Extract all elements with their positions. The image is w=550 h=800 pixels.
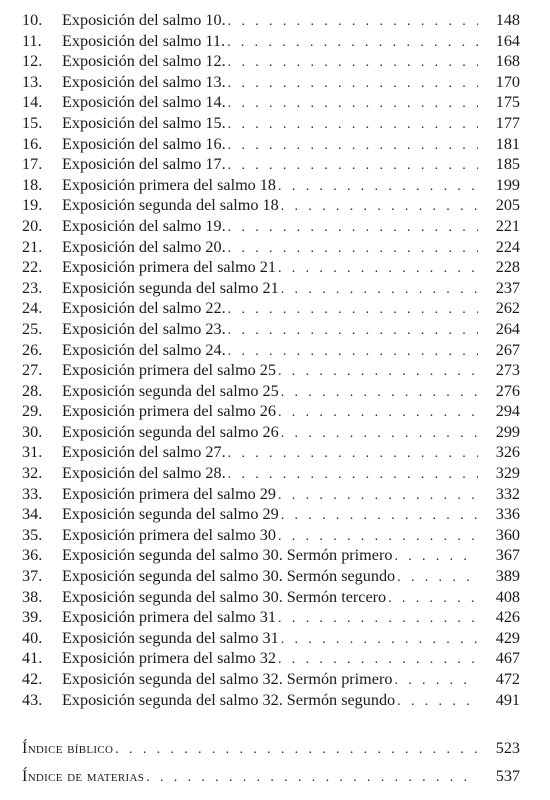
dot-leader xyxy=(281,506,478,527)
entry-page-number: 329 xyxy=(495,464,520,483)
entry-page-number: 170 xyxy=(495,72,520,91)
entry-title: Exposición primera del salmo 25 xyxy=(62,361,276,380)
entry-page-number: 237 xyxy=(495,278,520,297)
entry-number: 37. xyxy=(22,567,43,586)
entry-page-number: 267 xyxy=(495,340,520,359)
dot-leader xyxy=(228,115,478,136)
entry-page-number: 264 xyxy=(495,319,520,338)
dot-leader xyxy=(281,197,478,218)
entry-number: 16. xyxy=(22,134,43,153)
toc-entry xyxy=(22,422,520,443)
entry-page-number: 221 xyxy=(495,216,520,235)
entry-number: 19. xyxy=(22,196,43,215)
entry-title: Exposición segunda del salmo 30. Sermón segundo xyxy=(62,567,396,586)
entry-title: Exposición segunda del salmo 26 xyxy=(62,422,279,441)
entry-title: Exposición segunda del salmo 30. Sermón tercero xyxy=(62,587,387,606)
toc-entry xyxy=(22,381,520,402)
dot-leader xyxy=(278,650,478,671)
toc-entry xyxy=(22,587,520,608)
entry-title: Exposición del salmo 10. xyxy=(62,11,226,29)
entry-page-number: 228 xyxy=(495,258,520,277)
toc-entry xyxy=(22,463,520,484)
entry-page-number: 294 xyxy=(495,402,520,421)
entry-number: 26. xyxy=(22,340,43,359)
entry-page-number: 326 xyxy=(495,443,520,462)
dot-leader xyxy=(228,136,478,157)
entry-title: Exposición del salmo 17. xyxy=(62,155,226,174)
entry-number: 34. xyxy=(22,505,43,524)
entry-page-number: 389 xyxy=(495,567,520,586)
entry-number: 42. xyxy=(22,670,43,688)
dot-leader xyxy=(394,671,478,692)
entry-number: 14. xyxy=(22,93,43,112)
entry-number: 38. xyxy=(22,587,43,606)
entry-number: 22. xyxy=(22,258,43,277)
entry-title: Exposición del salmo 27. xyxy=(62,443,226,462)
toc-entry xyxy=(22,278,520,299)
entry-title: Exposición del salmo 20. xyxy=(62,237,226,256)
entry-page-number: 168 xyxy=(495,52,520,71)
entry-page-number: 175 xyxy=(495,93,520,112)
entry-number: 18. xyxy=(22,175,43,194)
entry-title: Exposición primera del salmo 31 xyxy=(62,608,276,627)
toc-entry xyxy=(22,484,520,505)
entry-title: Exposición segunda del salmo 31 xyxy=(62,628,279,647)
toc-entry xyxy=(22,648,520,669)
entry-number: 11. xyxy=(22,31,42,50)
entry-number: 25. xyxy=(22,319,43,338)
toc-entry xyxy=(22,669,520,690)
toc-entry xyxy=(22,72,520,93)
entry-number: 41. xyxy=(22,649,43,668)
entry-title: Exposición del salmo 24. xyxy=(62,340,226,359)
toc-entry xyxy=(22,504,520,525)
entry-title: Exposición primera del salmo 30 xyxy=(62,525,276,544)
entry-number: 15. xyxy=(22,113,43,132)
toc-indices xyxy=(22,736,520,788)
entry-title: Exposición primera del salmo 21 xyxy=(62,258,276,277)
index-entry xyxy=(22,736,520,760)
entry-page-number: 224 xyxy=(495,237,520,256)
toc-entry xyxy=(22,237,520,258)
table-of-contents xyxy=(22,10,520,788)
entry-page-number: 332 xyxy=(495,484,520,503)
entry-page-number: 491 xyxy=(495,690,520,709)
toc-entry xyxy=(22,92,520,113)
dot-leader xyxy=(397,568,478,589)
entry-number: 13. xyxy=(22,72,43,91)
index-page-number: 537 xyxy=(495,767,520,786)
toc-entry xyxy=(22,690,520,711)
entry-title: Exposición del salmo 11. xyxy=(62,31,226,50)
entry-title: Exposición del salmo 23. xyxy=(62,319,226,338)
toc-entry xyxy=(22,607,520,628)
entry-page-number: 360 xyxy=(495,525,520,544)
dot-leader xyxy=(394,547,478,568)
toc-entry xyxy=(22,257,520,278)
entry-title: Exposición segunda del salmo 18 xyxy=(62,196,279,215)
entry-title: Exposición segunda del salmo 32. Sermón primero xyxy=(62,670,393,688)
toc-entry xyxy=(22,113,520,134)
index-page-number: 523 xyxy=(495,739,520,758)
entry-title: Exposición del salmo 12. xyxy=(62,52,226,71)
entry-number: 32. xyxy=(22,464,43,483)
dot-leader xyxy=(281,424,478,445)
entry-number: 17. xyxy=(22,155,43,174)
entry-title: Exposición segunda del salmo 25 xyxy=(62,381,279,400)
entry-title: Exposición del salmo 28. xyxy=(62,464,226,483)
dot-leader xyxy=(278,177,478,198)
entry-number: 10. xyxy=(22,11,43,29)
entry-number: 12. xyxy=(22,52,43,71)
dot-leader xyxy=(228,74,478,95)
dot-leader xyxy=(281,383,478,404)
entry-number: 39. xyxy=(22,608,43,627)
entry-page-number: 299 xyxy=(495,422,520,441)
dot-leader xyxy=(281,630,478,651)
toc-entry xyxy=(22,319,520,340)
dot-leader xyxy=(146,766,478,790)
entry-number: 33. xyxy=(22,484,43,503)
index-title: Índice bíblico xyxy=(22,739,114,758)
toc-entry xyxy=(22,10,520,31)
entry-number: 23. xyxy=(22,278,43,297)
entry-title: Exposición segunda del salmo 21 xyxy=(62,278,279,297)
toc-entry xyxy=(22,175,520,196)
dot-leader xyxy=(228,218,478,239)
dot-leader xyxy=(388,589,478,610)
toc-entry xyxy=(22,628,520,649)
entry-title: Exposición del salmo 13. xyxy=(62,72,226,91)
entry-number: 20. xyxy=(22,216,43,235)
entry-number: 21. xyxy=(22,237,43,256)
entry-title: Exposición primera del salmo 32 xyxy=(62,649,276,668)
entry-page-number: 205 xyxy=(495,196,520,215)
dot-leader xyxy=(278,403,478,424)
dot-leader xyxy=(278,609,478,630)
entry-title: Exposición segunda del salmo 32. Sermón segundo xyxy=(62,690,396,709)
dot-leader xyxy=(228,53,478,74)
toc-entry xyxy=(22,31,520,52)
entry-title: Exposición primera del salmo 29 xyxy=(62,484,276,503)
entry-page-number: 262 xyxy=(495,299,520,318)
entry-page-number: 185 xyxy=(495,155,520,174)
dot-leader xyxy=(228,465,478,486)
toc-entry xyxy=(22,298,520,319)
toc-entry xyxy=(22,545,520,566)
entry-number: 36. xyxy=(22,546,43,565)
entry-page-number: 467 xyxy=(495,649,520,668)
entry-title: Exposición primera del salmo 26 xyxy=(62,402,276,421)
dot-leader xyxy=(228,156,478,177)
toc-entries xyxy=(22,10,520,710)
entry-number: 43. xyxy=(22,690,43,709)
dot-leader xyxy=(278,362,478,383)
entry-page-number: 199 xyxy=(495,175,520,194)
dot-leader xyxy=(115,738,478,762)
section-spacer xyxy=(22,710,520,732)
dot-leader xyxy=(278,527,478,548)
entry-title: Exposición segunda del salmo 29 xyxy=(62,505,279,524)
entry-page-number: 367 xyxy=(495,546,520,565)
entry-number: 35. xyxy=(22,525,43,544)
entry-number: 40. xyxy=(22,628,43,647)
entry-page-number: 181 xyxy=(495,134,520,153)
entry-page-number: 472 xyxy=(495,670,520,688)
entry-page-number: 426 xyxy=(495,608,520,627)
entry-number: 24. xyxy=(22,299,43,318)
dot-leader xyxy=(278,486,478,507)
entry-number: 27. xyxy=(22,361,43,380)
toc-entry xyxy=(22,134,520,155)
entry-page-number: 276 xyxy=(495,381,520,400)
entry-page-number: 336 xyxy=(495,505,520,524)
toc-entry xyxy=(22,154,520,175)
index-title: Índice de materias xyxy=(22,767,145,786)
entry-title: Exposición del salmo 14. xyxy=(62,93,226,112)
entry-page-number: 429 xyxy=(495,628,520,647)
entry-title: Exposición del salmo 16. xyxy=(62,134,226,153)
dot-leader xyxy=(228,239,478,260)
dot-leader xyxy=(228,444,478,465)
toc-entry xyxy=(22,566,520,587)
entry-page-number: 164 xyxy=(495,31,520,50)
toc-entry xyxy=(22,340,520,361)
entry-number: 28. xyxy=(22,381,43,400)
dot-leader xyxy=(227,33,478,54)
dot-leader xyxy=(228,342,478,363)
entry-page-number: 148 xyxy=(495,11,520,29)
toc-entry xyxy=(22,360,520,381)
entry-page-number: 273 xyxy=(495,361,520,380)
entry-title: Exposición segunda del salmo 30. Sermón primero xyxy=(62,546,393,565)
dot-leader xyxy=(278,259,478,280)
entry-page-number: 408 xyxy=(495,587,520,606)
entry-page-number: 177 xyxy=(495,113,520,132)
entry-number: 29. xyxy=(22,402,43,421)
toc-entry xyxy=(22,525,520,546)
entry-title: Exposición del salmo 22. xyxy=(62,299,226,318)
entry-title: Exposición primera del salmo 18 xyxy=(62,175,276,194)
dot-leader xyxy=(281,280,478,301)
toc-entry xyxy=(22,51,520,72)
toc-entry xyxy=(22,195,520,216)
entry-number: 30. xyxy=(22,422,43,441)
dot-leader xyxy=(228,321,478,342)
dot-leader xyxy=(397,692,478,713)
entry-number: 31. xyxy=(22,443,43,462)
toc-entry xyxy=(22,401,520,422)
dot-leader xyxy=(228,300,478,321)
toc-entry xyxy=(22,216,520,237)
entry-title: Exposición del salmo 19. xyxy=(62,216,226,235)
toc-entry xyxy=(22,442,520,463)
dot-leader xyxy=(228,94,478,115)
dot-leader xyxy=(228,12,478,33)
index-entry xyxy=(22,764,520,788)
entry-title: Exposición del salmo 15. xyxy=(62,113,226,132)
